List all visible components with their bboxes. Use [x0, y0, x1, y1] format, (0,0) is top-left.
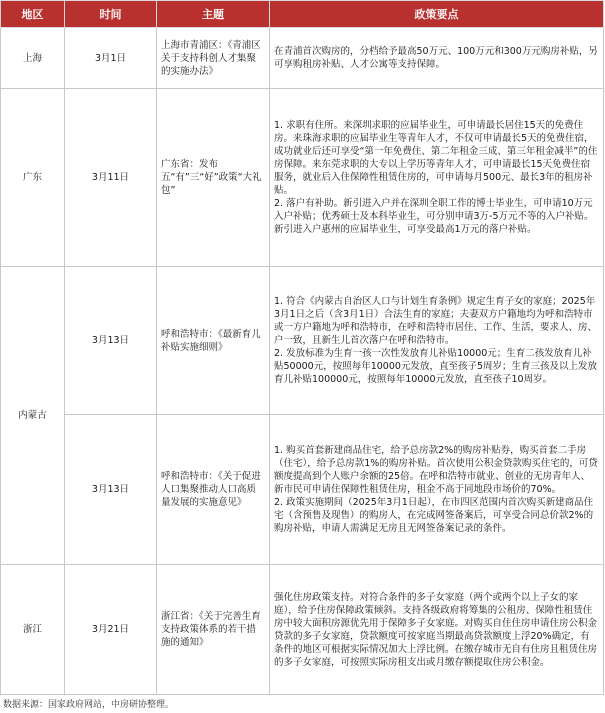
policy-point: 2. 落户有补助。新引进入户并在深圳全职工作的博士毕业生，可申请10万元入户补贴；优秀硕士及本科毕业生，可分别申请3万-5万元不等的入户补贴。新引进入户惠州的应届毕业生，可享受最高1万元的落户补贴。: [274, 198, 594, 235]
source-note: 数据来源：国家政府网站，中房研协整理。: [3, 700, 175, 710]
cell-subject: 广东省：发布五“有”三“好”政策“大礼包”: [157, 89, 270, 267]
header-region: 地区: [1, 1, 65, 28]
cell-date: 3月13日: [65, 267, 157, 415]
header-points: 政策要点: [270, 1, 604, 28]
cell-points: [270, 89, 604, 267]
cell-points: [270, 28, 604, 89]
cell-subject: 上海市青浦区：《青浦区关于支持科创人才集聚的实施办法》: [157, 28, 270, 89]
policy-point: 1. 符合《内蒙古自治区人口与计划生育条例》规定生育子女的家庭；2025年3月1日之后（含3月1日）合法生育的家庭；夫妻双方户籍地均为呼和浩特市或一方户籍地为呼和浩特市，在呼和浩特市居住、工作、生活，要求人、房、户一致，且新生儿首次落户在呼和浩特市。: [274, 296, 598, 346]
header-date: 时间: [65, 1, 157, 28]
policy-point: 在青浦首次购房的，分档给予最高50万元、100万元和300万元购房补贴，另可享购租房补贴、人才公寓等支持保障。: [274, 46, 598, 70]
cell-region: 内蒙古: [1, 267, 65, 565]
cell-points: [270, 415, 604, 565]
policy-point: 强化住房政策支持。对符合条件的多子女家庭（两个或两个以上子女的家庭），给予住房保障政策倾斜。支持各级政府将筹集的公租房、保障性租赁住房中较大面积房源优先用于保障多子女家庭。对购买自住住房申请住房公积金贷款的多子女家庭，贷款额度可按家庭当期最高贷款额度上浮20%确定，有条件的地区可根据实际情况加大上浮比例。在缴存城市无自有住房且租赁住房的多子女家庭，可按照实际房租支出或月缴存额提取住房公积金。: [274, 591, 598, 668]
table-header-row: [1, 1, 604, 28]
cell-subject: 呼和浩特市：《最新育儿补贴实施细则》: [157, 267, 270, 415]
cell-region: 上海: [1, 28, 65, 89]
policy-point: 1. 购买首套新建商品住宅，给予总房款2%的购房补贴券，购买首套二手房（住宅），给予总房款1%的购房补贴。首次使用公积金贷款购买住宅的，可贷额度提高到个人账户余额的25倍。在呼和浩特市就业、创业的无房青年人、新市民可申请住保障性租赁住房，租金不高于同地段市场价的70%。: [274, 445, 598, 495]
header-subject: 主题: [157, 1, 270, 28]
policy-point: 1. 求职有住所。来深圳求职的应届毕业生，可申请最长居住15天的免费住房。来珠海求职的应届毕业生等青年人才，不仅可申请最长5天的免费住宿，成功就业后还可享受“第一年免费住、第二年租金三成、第三年租金减半”的住房保障。来东莞求职的大专以上学历等青年人才，可申请最长15天免费住宿服务，就业后入住保障性租赁住房的，可申请每月500元、最长3年的租房补贴。: [274, 120, 598, 196]
cell-date: 3月13日: [65, 415, 157, 565]
cell-subject: 浙江省：《关于完善生育支持政策体系的若干措施的通知》: [157, 565, 270, 695]
cell-date: 3月21日: [65, 565, 157, 695]
table-row: [1, 28, 604, 89]
table-row: [1, 89, 604, 267]
table-row: [1, 267, 604, 415]
policy-point: 2. 政策实施期间（2025年3月1日起），在市四区范围内首次购买新建商品住宅（含预售及现售）的购房人，在完成网签备案后，可享受合同总价款2%的购房补贴，申请人需满足无房且无网签备案记录的条件。: [274, 497, 594, 534]
cell-points: [270, 267, 604, 415]
cell-region: 广东: [1, 89, 65, 267]
cell-date: 3月11日: [65, 89, 157, 267]
table-row: [1, 415, 604, 565]
cell-points: [270, 565, 604, 695]
cell-date: 3月1日: [65, 28, 157, 89]
cell-subject: 呼和浩特市：《关于促进人口集聚推动人口高质量发展的实施意见》: [157, 415, 270, 565]
policy-point: 2. 发放标准为生育一孩一次性发放育儿补贴10000元；生育二孩发放育儿补贴50000元，按照每年10000元发放，直至孩子5周岁；生育三孩及以上发放育儿补贴100000元，按照每年10000元发放，直至孩子10周岁。: [274, 348, 597, 385]
cell-region: 浙江: [1, 565, 65, 695]
table-row: [1, 565, 604, 695]
